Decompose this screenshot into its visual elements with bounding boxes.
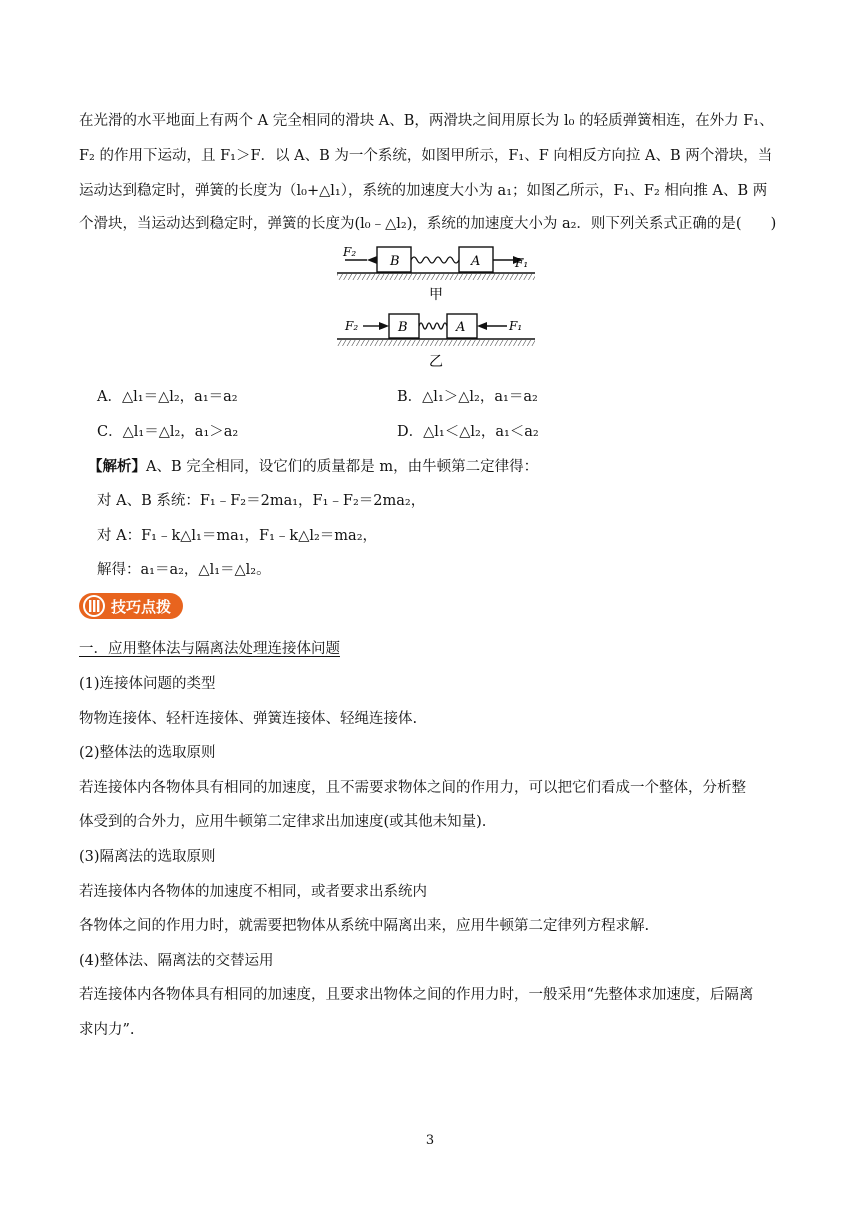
problem-line-1: 在光滑的水平地面上有两个 A 完全相同的滑块 A、B，两滑块之间用原长为 l₀ 的轻质弹簧相连，在外力 F₁、 — [79, 113, 774, 129]
section-2-body-2: 体受到的合外力，应用牛顿第二定律求出加速度(或其他未知量). — [79, 814, 487, 830]
section-3-body-1: 若连接体内各物体的加速度不相同，或者要求出系统内 — [79, 884, 427, 900]
option-c: C．△l₁＝△l₂，a₁＞a₂ — [97, 424, 239, 440]
section-4-title: (4)整体法、隔离法的交替运用 — [79, 953, 274, 969]
solution-line-3: 对 A：F₁﹣k△l₁＝ma₁，F₁﹣k△l₂＝ma₂， — [97, 528, 378, 544]
badge-icon-bar-3 — [97, 600, 99, 612]
option-d: D．△l₁＜△l₂，a₁＜a₂ — [397, 424, 539, 440]
solution-label: 【解析】 — [88, 458, 146, 475]
label-b-bottom: B — [398, 320, 408, 335]
problem-line-3: 运动达到稳定时，弹簧的长度为（l₀+△l₁），系统的加速度大小为 a₁；如图乙所示，F₁、F₂ 相向推 A、B 两 — [79, 183, 768, 199]
section-2-title: (2)整体法的选取原则 — [79, 745, 216, 761]
label-a-top: A — [471, 254, 481, 269]
section-2-body-1: 若连接体内各物体具有相同的加速度，且不需要求物体之间的作用力，可以把它们看成一个整体，分析整 — [79, 780, 746, 796]
caption-yi: 乙 — [429, 354, 443, 370]
solution-line-2: 对 A、B 系统：F₁﹣F₂＝2ma₁，F₁﹣F₂＝2ma₂， — [97, 493, 426, 509]
label-f1-top: F₁ — [515, 256, 529, 270]
arrowhead-f1-bottom — [477, 322, 487, 330]
badge-label: 技巧点拨 — [111, 598, 172, 616]
section-4-body-2: 求内力”. — [79, 1022, 135, 1038]
problem-line-4: 个滑块，当运动达到稳定时，弹簧的长度为(l₀﹣△l₂)，系统的加速度大小为 a₂．则下列关系式正确的是( ) — [79, 216, 777, 232]
section-4-body-1: 若连接体内各物体具有相同的加速度，且要求出物体之间的作用力时，一般采用“先整体求加速度，后隔离 — [79, 987, 754, 1003]
solution-text-1: A、B 完全相同，设它们的质量都是 m，由牛顿第二定律得： — [146, 459, 539, 475]
label-f2-bottom: F₂ — [345, 319, 359, 333]
tips-heading: 一．应用整体法与隔离法处理连接体问题 — [79, 641, 340, 657]
section-1-body: 物物连接体、轻杆连接体、弹簧连接体、轻绳连接体. — [79, 711, 418, 727]
solution-line-1 — [88, 457, 538, 477]
option-a: A．△l₁＝△l₂，a₁＝a₂ — [97, 389, 238, 405]
caption-jia: 甲 — [429, 287, 443, 303]
section-3-body-2: 各物体之间的作用力时，就需要把物体从系统中隔离出来，应用牛顿第二定律列方程求解. — [79, 918, 650, 934]
ground-hatch-top — [337, 274, 535, 280]
arrowhead-f2-top — [367, 256, 377, 264]
problem-line-2: F₂ 的作用下运动，且 F₁＞F．以 A、B 为一个系统，如图甲所示，F₁、F 向相反方向拉 A、B 两个滑块，当 — [79, 148, 773, 164]
label-b-top: B — [390, 254, 400, 269]
label-f1-bottom: F₁ — [509, 319, 523, 333]
section-1-title: (1)连接体问题的类型 — [79, 676, 216, 692]
solution-line-4: 解得：a₁＝a₂，△l₁＝△l₂。 — [97, 562, 271, 578]
label-a-bottom: A — [456, 320, 466, 335]
spring-bottom — [419, 323, 447, 329]
page-number: 3 — [425, 1133, 435, 1148]
section-3-title: (3)隔离法的选取原则 — [79, 849, 216, 865]
spring-blocks-figure — [337, 243, 535, 371]
diagram-jia — [337, 245, 535, 303]
tips-badge — [78, 591, 186, 621]
label-f2-top: F₂ — [343, 245, 357, 259]
spring-top — [411, 257, 465, 263]
badge-icon-bar-1 — [89, 600, 91, 612]
arrowhead-f2-bottom — [379, 322, 389, 330]
option-b: B．△l₁＞△l₂，a₁＝a₂ — [397, 389, 538, 405]
ground-hatch-bottom — [337, 340, 535, 346]
badge-icon-bar-2 — [93, 600, 95, 612]
diagram-yi — [337, 314, 535, 370]
